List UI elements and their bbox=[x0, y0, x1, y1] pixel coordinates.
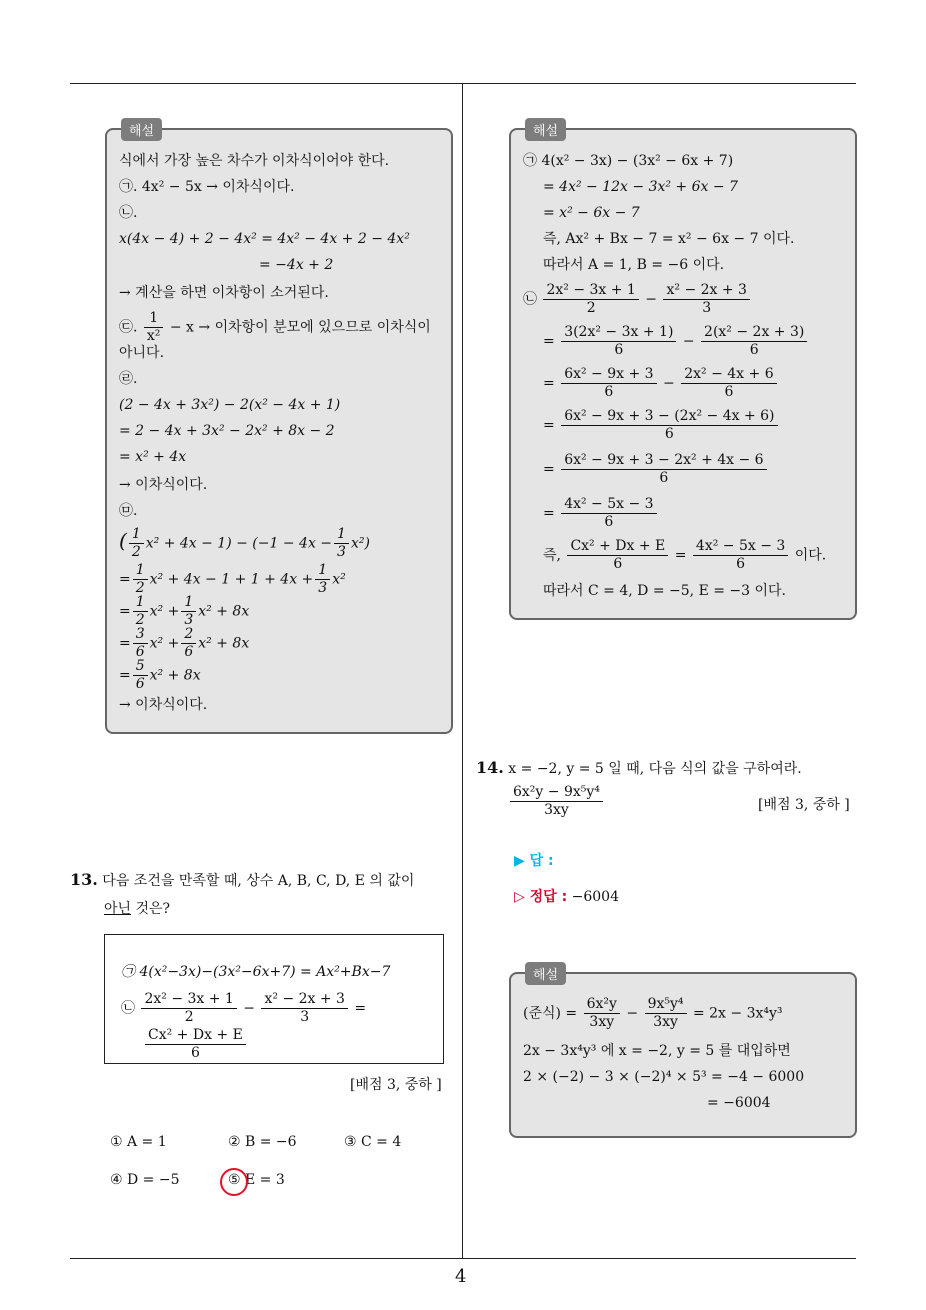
denominator: 6 bbox=[724, 384, 734, 400]
question-text: x = −2, y = 5 일 때, 다음 식의 값을 구하여라. bbox=[508, 761, 802, 777]
denominator: 6 bbox=[190, 1045, 200, 1061]
minus: − bbox=[663, 375, 675, 392]
numerator: 6x² − 9x + 3 − 2x² + 4x − 6 bbox=[561, 452, 766, 470]
question-number: 13. bbox=[70, 870, 98, 889]
top-rule bbox=[70, 83, 856, 84]
condition-1: ㉠ 4(x²−3x)−(3x²−6x+7) = Ax²+Bx−7 bbox=[121, 964, 391, 980]
question-text: 다음 조건을 만족할 때, 상수 A, B, C, D, E 의 값이 bbox=[102, 873, 415, 889]
numerator: 2x² − 3x + 1 bbox=[141, 991, 236, 1009]
fraction bbox=[261, 991, 347, 1026]
equals: = bbox=[543, 375, 555, 392]
text: x² + bbox=[149, 635, 180, 652]
solution-line-2: 2x − 3x⁴y³ 에 x = −2, y = 5 를 대입하면 bbox=[523, 1043, 791, 1059]
fraction bbox=[133, 594, 148, 629]
item-label: ㉡ bbox=[121, 1000, 135, 1017]
numerator: x² − 2x + 3 bbox=[261, 991, 347, 1009]
solution-line: 따라서 A = 1, B = −6 이다. bbox=[543, 257, 725, 273]
denominator: 3 bbox=[300, 1009, 310, 1025]
numerator: 4x² − 5x − 3 bbox=[561, 496, 656, 514]
denominator: 6 bbox=[613, 556, 623, 572]
choice-3[interactable]: ③ C = 4 bbox=[344, 1134, 402, 1150]
numerator: 1 bbox=[133, 594, 148, 612]
fraction bbox=[693, 538, 788, 573]
choice-2[interactable]: ② B = −6 bbox=[228, 1134, 297, 1150]
solution-line: = x² − 6x − 7 bbox=[543, 205, 640, 221]
solution-line: 즉, Ax² + Bx − 7 = x² − 6x − 7 이다. bbox=[543, 231, 795, 247]
solution-line-e3 bbox=[119, 594, 249, 629]
numerator: 4x² − 5x − 3 bbox=[693, 538, 788, 556]
paren: ( bbox=[119, 528, 127, 553]
answer-circle-mark bbox=[220, 1168, 248, 1196]
numerator: 5 bbox=[133, 658, 148, 676]
q14-solution-box bbox=[509, 968, 857, 1138]
correct-label: ▷ 정답 : bbox=[514, 889, 568, 905]
denominator: 6 bbox=[604, 384, 614, 400]
solution-line: 따라서 C = 4, D = −5, E = −3 이다. bbox=[543, 583, 787, 599]
numerator: 2x² − 4x + 6 bbox=[681, 366, 776, 384]
text: − x → 이차항이 분모에 있으므로 이차식이 bbox=[169, 319, 431, 336]
numerator: 9x⁵y⁴ bbox=[645, 996, 687, 1014]
denominator: 6 bbox=[135, 676, 145, 692]
score-label: [배점 3, 중하 ] bbox=[350, 1077, 442, 1093]
numerator: 6x²y − 9x⁵y⁴ bbox=[510, 784, 603, 802]
denominator: 6 bbox=[184, 644, 194, 660]
denominator: 3xy bbox=[544, 802, 569, 818]
choice-4[interactable]: ④ D = −5 bbox=[110, 1172, 180, 1188]
denominator: 6 bbox=[736, 556, 746, 572]
numerator: 6x² − 9x + 3 − (2x² − 4x + 6) bbox=[561, 408, 777, 426]
numerator: 1 bbox=[315, 562, 330, 580]
text: 즉, bbox=[543, 547, 561, 564]
denominator: 3xy bbox=[653, 1014, 678, 1030]
minus: − bbox=[682, 333, 695, 350]
fraction bbox=[181, 626, 196, 661]
fraction bbox=[133, 562, 148, 597]
solution-line-e5 bbox=[119, 658, 201, 693]
solution-line-4: = −6004 bbox=[707, 1095, 771, 1111]
text: x² + 4x − 1 + 1 + 4x + bbox=[149, 571, 314, 588]
solution-line: ㉡. bbox=[119, 205, 138, 221]
solution-line-b2 bbox=[543, 324, 809, 359]
solution-line: → 이차식이다. bbox=[119, 477, 208, 493]
fraction bbox=[145, 1027, 246, 1062]
solution-line: x(4x − 4) + 2 − 4x² = 4x² − 4x + 2 − 4x² bbox=[119, 231, 410, 247]
text: 이다. bbox=[794, 547, 827, 564]
minus: − bbox=[626, 1005, 639, 1022]
solution-line-e4 bbox=[119, 626, 249, 661]
fraction bbox=[510, 784, 603, 819]
denominator: x² bbox=[146, 328, 161, 344]
numerator: 6x² − 9x + 3 bbox=[561, 366, 656, 384]
denominator: 2 bbox=[184, 1009, 194, 1025]
denominator: 3 bbox=[318, 580, 328, 596]
numerator: 2x² − 3x + 1 bbox=[543, 282, 638, 300]
question-14-stem bbox=[476, 758, 802, 778]
text: x²) bbox=[350, 535, 370, 552]
solution-line-e1 bbox=[119, 526, 370, 561]
text: x² + 8x bbox=[198, 603, 250, 620]
column-divider bbox=[462, 84, 463, 1259]
question-number: 14. bbox=[476, 758, 504, 777]
solution-tag: 해설 bbox=[121, 118, 162, 141]
score-label: [배점 3, 중하 ] bbox=[758, 797, 850, 813]
solution-line: ㉤. bbox=[119, 503, 138, 519]
numerator: 3(2x² − 3x + 1) bbox=[561, 324, 676, 342]
equals: = bbox=[543, 417, 555, 434]
fraction bbox=[181, 594, 196, 629]
equals: = bbox=[674, 547, 687, 564]
text: = 2x − 3x⁴y³ bbox=[692, 1005, 783, 1022]
solution-line-b5 bbox=[543, 452, 769, 487]
denominator: 3 bbox=[184, 612, 194, 628]
denominator: 6 bbox=[614, 342, 624, 358]
choice-5[interactable]: ⑤ E = 3 bbox=[228, 1172, 285, 1188]
denominator: 2 bbox=[135, 612, 145, 628]
fraction bbox=[334, 526, 349, 561]
denominator: 6 bbox=[749, 342, 759, 358]
solution-line-b4 bbox=[543, 408, 780, 443]
numerator: 3 bbox=[133, 626, 148, 644]
text: (준식) = bbox=[523, 1005, 578, 1022]
numerator: Cx² + Dx + E bbox=[567, 538, 668, 556]
question-text: 것은? bbox=[131, 901, 171, 917]
page-number: 4 bbox=[455, 1266, 467, 1287]
equals: = bbox=[119, 603, 131, 620]
bottom-rule bbox=[70, 1258, 856, 1259]
solution-line: 식에서 가장 높은 차수가 이차식이어야 한다. bbox=[119, 153, 390, 169]
choice-1[interactable]: ① A = 1 bbox=[110, 1134, 167, 1150]
numerator: 1 bbox=[334, 526, 349, 544]
fraction bbox=[561, 452, 766, 487]
solution-line: ㉣. bbox=[119, 371, 138, 387]
denominator: 6 bbox=[659, 470, 669, 486]
question-13-stem bbox=[70, 870, 414, 890]
fraction bbox=[133, 658, 148, 693]
solution-line-b6 bbox=[543, 496, 659, 531]
minus: − bbox=[243, 1000, 256, 1017]
denominator: 3xy bbox=[589, 1014, 615, 1030]
fraction bbox=[584, 996, 620, 1031]
solution-line: (2 − 4x + 3x²) − 2(x² − 4x + 1) bbox=[119, 397, 341, 413]
numerator: 6x²y bbox=[584, 996, 620, 1014]
text: x² + 8x bbox=[198, 635, 250, 652]
solution-line-3: 2 × (−2) − 3 × (−2)⁴ × 5³ = −4 − 6000 bbox=[523, 1069, 805, 1085]
denominator: 3 bbox=[702, 300, 712, 316]
fraction bbox=[645, 996, 687, 1031]
fraction bbox=[315, 562, 330, 597]
right-solution-box bbox=[509, 124, 857, 620]
solution-line-b3 bbox=[543, 366, 779, 401]
fraction bbox=[129, 526, 144, 561]
denominator: 6 bbox=[135, 644, 145, 660]
numerator: x² − 2x + 3 bbox=[663, 282, 749, 300]
equals: = bbox=[119, 635, 131, 652]
equals: = bbox=[543, 461, 555, 478]
fraction bbox=[567, 538, 668, 573]
left-solution-box bbox=[105, 124, 453, 734]
fraction bbox=[543, 282, 638, 317]
text: x² + bbox=[149, 603, 180, 620]
condition-box bbox=[104, 934, 444, 1064]
item-label: ㉢. bbox=[119, 319, 138, 336]
condition-2-rhs bbox=[143, 1027, 248, 1062]
numerator: 2 bbox=[181, 626, 196, 644]
equals: = bbox=[543, 505, 555, 522]
equals: = bbox=[543, 333, 555, 350]
fraction bbox=[141, 991, 236, 1026]
correct-answer-line bbox=[514, 886, 619, 906]
denominator: 6 bbox=[604, 514, 614, 530]
equals: = bbox=[119, 667, 131, 684]
numerator: 1 bbox=[133, 562, 148, 580]
answer-label: ▶ 답 : bbox=[514, 853, 554, 869]
denominator: 2 bbox=[135, 580, 145, 596]
numerator: 1 bbox=[144, 310, 164, 328]
solution-tag: 해설 bbox=[525, 118, 566, 141]
fraction bbox=[561, 366, 656, 401]
solution-line: = −4x + 2 bbox=[259, 257, 334, 273]
question-13-stem-2 bbox=[104, 898, 170, 918]
solution-line: 아니다. bbox=[119, 345, 165, 361]
text: x² bbox=[332, 571, 346, 588]
fraction bbox=[663, 282, 749, 317]
solution-line-b7 bbox=[543, 538, 826, 573]
solution-line-b1 bbox=[523, 282, 752, 317]
numerator: 2(x² − 2x + 3) bbox=[701, 324, 807, 342]
question-14-expression bbox=[508, 784, 605, 819]
solution-tag: 해설 bbox=[525, 962, 566, 985]
denominator: 3 bbox=[337, 544, 346, 560]
solution-line: → 이차식이다. bbox=[119, 697, 208, 713]
fraction bbox=[561, 324, 676, 359]
denominator: 2 bbox=[131, 544, 141, 560]
numerator: 1 bbox=[129, 526, 144, 544]
solution-line: = x² + 4x bbox=[119, 449, 187, 465]
fraction bbox=[681, 366, 776, 401]
text: x² + 8x bbox=[149, 667, 201, 684]
numerator: 1 bbox=[181, 594, 196, 612]
condition-2 bbox=[121, 991, 366, 1026]
numerator: Cx² + Dx + E bbox=[145, 1027, 246, 1045]
solution-line: = 2 − 4x + 3x² − 2x² + 8x − 2 bbox=[119, 423, 335, 439]
solution-line: ㉠ 4(x² − 3x) − (3x² − 6x + 7) bbox=[523, 153, 734, 169]
fraction bbox=[701, 324, 807, 359]
item-label: ㉡ bbox=[523, 291, 537, 308]
equals: = bbox=[354, 1000, 367, 1017]
fraction bbox=[133, 626, 148, 661]
text: x² + 4x − 1) − (−1 − 4x − bbox=[145, 535, 333, 552]
solution-line-1 bbox=[523, 996, 783, 1031]
solution-line-e2 bbox=[119, 562, 346, 597]
solution-line: → 계산을 하면 이차항이 소거된다. bbox=[119, 285, 329, 301]
solution-line: ㉠. 4x² − 5x → 이차식이다. bbox=[119, 179, 295, 195]
correct-value: −6004 bbox=[571, 889, 619, 905]
fraction bbox=[144, 310, 164, 345]
denominator: 2 bbox=[586, 300, 596, 316]
fraction bbox=[561, 408, 777, 443]
underlined-word: 아닌 bbox=[104, 901, 132, 917]
equals: = bbox=[119, 571, 131, 588]
solution-line-c bbox=[119, 310, 431, 345]
solution-line: = 4x² − 12x − 3x² + 6x − 7 bbox=[543, 179, 738, 195]
fraction bbox=[561, 496, 656, 531]
minus: − bbox=[645, 291, 658, 308]
denominator: 6 bbox=[664, 426, 674, 442]
